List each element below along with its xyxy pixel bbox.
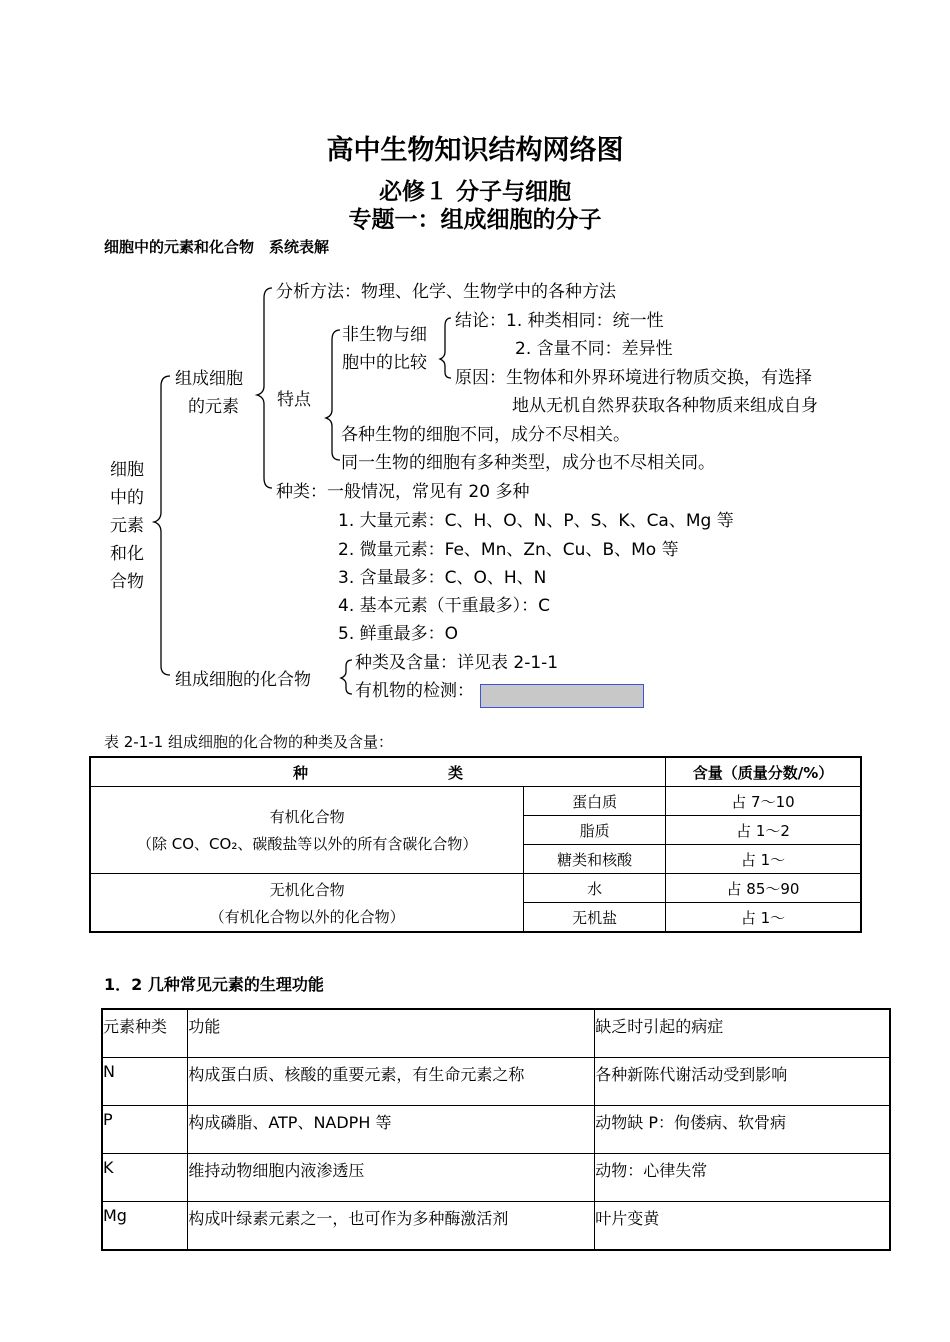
compare-label-2: 胞中的比较 [342,353,427,373]
header-element: 元素种类 [102,1009,188,1058]
reason-1: 原因：生物体和外界环境进行物质交换，有选择 [455,368,812,388]
root-line-3: 元素 [110,516,144,536]
compare-label-1: 非生物与细 [342,325,427,345]
kinds-item-1: 1. 大量元素：C、H、O、N、P、S、K、Ca、Mg 等 [338,511,734,531]
root-line-5: 合物 [110,572,144,592]
root-line-4: 和化 [110,544,144,564]
cell-name: 糖类和核酸 [524,845,666,874]
header-kind: 种 类 [90,757,665,787]
kinds-item-5: 5. 鲜重最多：O [338,624,459,644]
cell-value: 占 7～10 [665,787,861,816]
compounds-line-1: 种类及含量：详见表 2-1-1 [355,653,559,673]
header-deficiency: 缺乏时引起的病症 [595,1009,890,1058]
section-heading-elements: 细胞中的元素和化合物 系统表解 [104,238,330,256]
table1-caption: 表 2-1-1 组成细胞的化合物的种类及含量： [104,733,393,751]
diff-line-1: 各种生物的细胞不同，成分不尽相关。 [341,425,630,445]
kinds-item-4: 4. 基本元素（干重最多）：C [338,596,550,616]
table-row: Mg 构成叶绿素元素之一，也可作为多种酶激活剂 叶片变黄 [102,1202,890,1251]
compounds-label: 组成细胞的化合物 [175,670,311,690]
cell-name: 蛋白质 [524,787,666,816]
kinds-item-3: 3. 含量最多：C、O、H、N [338,568,547,588]
cell-value: 占 1～2 [665,816,861,845]
table-row: N 构成蛋白质、核酸的重要元素，有生命元素之称 各种新陈代谢活动受到影响 [102,1058,890,1106]
conclusion-2: 2. 含量不同：差异性 [515,339,673,359]
conclusion-1: 结论：1. 种类相同：统一性 [455,311,664,331]
table-row [90,874,861,903]
analysis-method: 分析方法：物理、化学、生物学中的各种方法 [276,282,616,302]
cell-name: 无机盐 [524,903,666,933]
elements-label-2: 的元素 [188,397,239,417]
cell-value: 占 1～ [665,903,861,933]
inorganic-cell: 无机化合物 （有机化合物以外的化合物） [90,874,524,933]
elements-label-1: 组成细胞 [175,369,243,389]
table-row [90,787,861,816]
cell-value: 占 85～90 [665,874,861,903]
element-function-table [101,1008,891,1251]
elements-bracket [257,288,272,488]
compounds-bracket [341,660,352,694]
subtitle-course: 必修１ 分子与细胞 [378,178,571,205]
section-heading-functions: 1．2 几种常见元素的生理功能 [104,975,324,994]
compare-bracket [440,318,451,378]
page-title: 高中生物知识结构网络图 [326,135,624,166]
organic-cell: 有机化合物 （除 CO、CO₂、碳酸盐等以外的所有含碳化合物） [90,787,524,874]
compounds-table [89,756,862,933]
compounds-line-2: 有机物的检测： [355,681,474,701]
feature-bracket [326,330,340,460]
root-line-2: 中的 [110,488,144,508]
table-row: P 构成磷脂、ATP、NADPH 等 动物缺 P：佝偻病、软骨病 [102,1106,890,1154]
subtitle-topic: 专题一：组成细胞的分子 [348,206,602,233]
kinds-item-2: 2. 微量元素：Fe、Mn、Zn、Cu、B、Mo 等 [338,540,679,560]
feature-label: 特点 [277,390,311,410]
root-line-1: 细胞 [110,460,144,480]
header-content: 含量（质量分数/%） [665,757,861,787]
root-bracket [154,376,170,675]
redaction-box [480,684,644,708]
kinds-line: 种类：一般情况，常见有 20 多种 [276,482,530,502]
table-header-row [90,757,861,787]
table-header-row [102,1009,890,1058]
cell-name: 水 [524,874,666,903]
table-row: K 维持动物细胞内液渗透压 动物：心律失常 [102,1154,890,1202]
cell-name: 脂质 [524,816,666,845]
diff-line-2: 同一生物的细胞有多种类型，成分也不尽相关同。 [341,453,715,473]
header-function: 功能 [188,1009,595,1058]
reason-2: 地从无机自然界获取各种物质来组成自身 [512,396,818,416]
cell-value: 占 1～ [665,845,861,874]
